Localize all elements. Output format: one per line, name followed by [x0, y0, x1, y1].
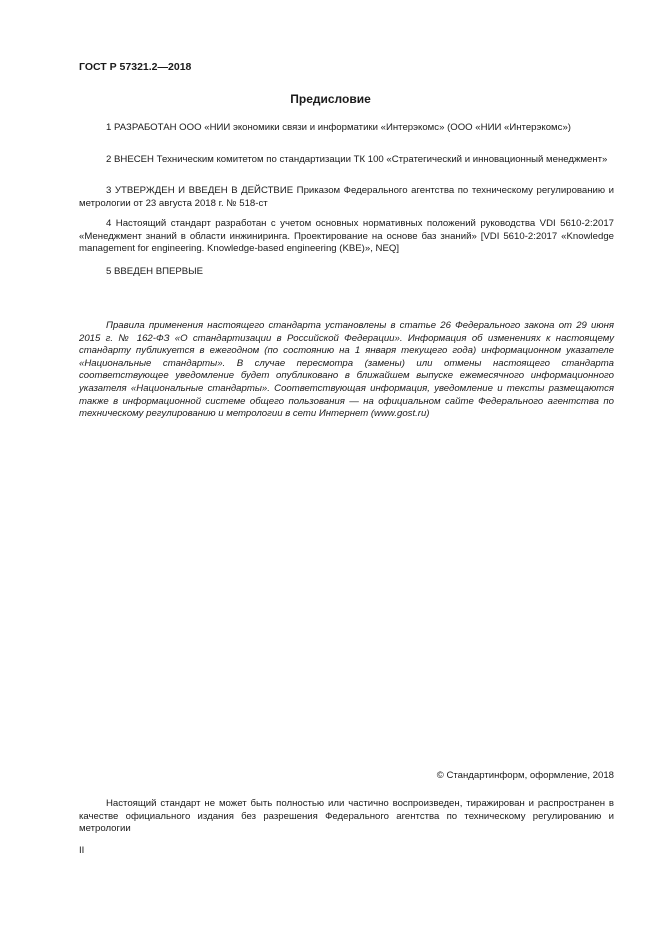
item-5: [79, 266, 614, 279]
reproduction-notice: [79, 798, 614, 836]
page-title: Предисловие: [290, 92, 371, 106]
notice-block: [79, 320, 614, 421]
item-4: [79, 218, 614, 256]
item-2: [79, 154, 614, 167]
item-2-text: 2 ВНЕСЕН Техническим комитетом по стандартизации ТК 100 «Стратегический и инновационный менеджмент»: [106, 154, 608, 165]
item-4-text: 4 Настоящий стандарт разработан с учетом основных нормативных положений руководства VDI 5610-2:2017 «Менеджмент знаний в области инжиниринга. Проектирование на основе баз знаний» [VDI 5610-2:2017 «Knowledge management for engineering. Knowledge-based engineering (KBE)», NEQ]: [79, 218, 614, 255]
item-1: [79, 122, 614, 135]
page-number: II: [79, 845, 85, 856]
item-5-text: 5 ВВЕДЕН ВПЕРВЫЕ: [106, 266, 204, 277]
item-3: [79, 185, 614, 210]
notice-text: Правила применения настоящего стандарта установлены в статье 26 Федерального закона от 29 июня 2015 г. № 162-ФЗ «О стандартизации в Российской Федерации». Информация об изменениях к настоящему стандарту публикуется в ежегодном (по состоянию на 1 января текущего года) информационном указателе «Национальные стандарты». В случае пересмотра (замены) или отмены настоящего стандарта соответствующее уведомление будет опубликовано в ближайшем выпуске ежемесячного информационного указателя «Национальные стандарты». Соответствующая информация, уведомление и тексты размещаются также в информационной системе общего пользования — на официальном сайте Федерального агентства по техническому регулированию и метрологии в сети Интернет (www.gost.ru): [79, 320, 614, 420]
standard-code: ГОСТ Р 57321.2—2018: [79, 61, 192, 73]
item-3-text: 3 УТВЕРЖДЕН И ВВЕДЕН В ДЕЙСТВИЕ Приказом Федерального агентства по техническому регулированию и метрологии от 23 августа 2018 г. № 518-ст: [79, 185, 614, 209]
reproduction-text: Настоящий стандарт не может быть полностью или частично воспроизведен, тиражирован и распространен в качестве официального издания без разрешения Федерального агентства по техническому регулированию и метрологии: [79, 798, 614, 835]
item-1-text: 1 РАЗРАБОТАН ООО «НИИ экономики связи и информатики «Интерэкомс» (ООО «НИИ «Интерэкомс»): [106, 122, 571, 133]
copyright-line: © Стандартинформ, оформление, 2018: [436, 770, 614, 781]
